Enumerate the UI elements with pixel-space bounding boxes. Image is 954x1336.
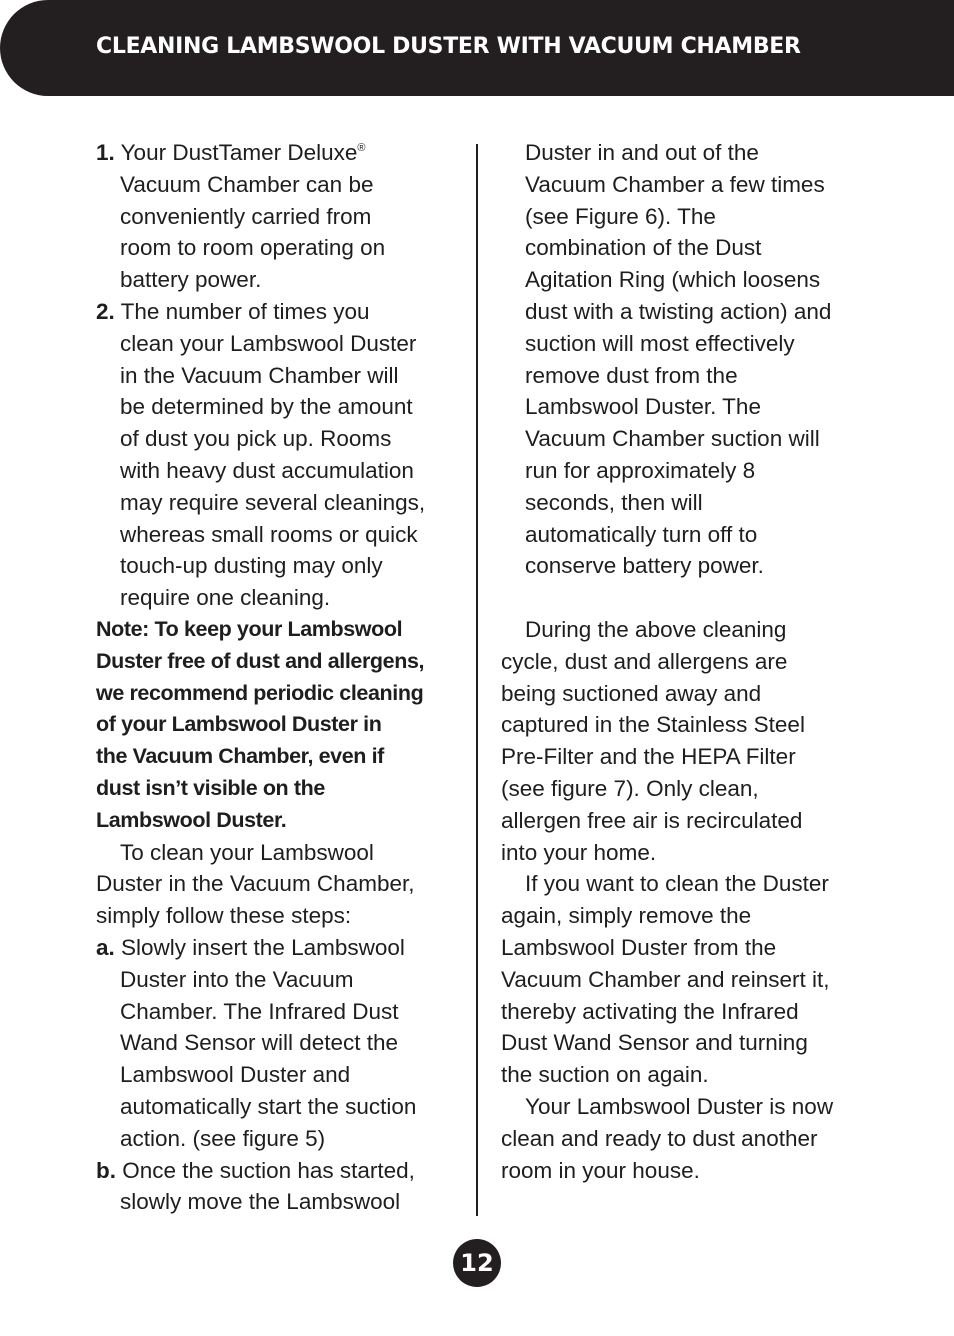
paragraph-gap	[501, 582, 863, 614]
text-line: thereby activating the Infrared	[501, 998, 799, 1024]
text-line: again, simply remove the	[501, 903, 752, 929]
text-line: clean your Lambswool Duster	[120, 330, 417, 356]
column-divider	[476, 144, 478, 1216]
text-line: touch-up dusting may only	[120, 553, 383, 579]
note-line: of your Lambswool Duster in	[96, 712, 382, 737]
text-line: cycle, dust and allergens are	[501, 648, 788, 674]
step-b	[96, 1155, 458, 1187]
text-line: conveniently carried from	[120, 203, 372, 229]
text-line: combination of the Dust	[525, 235, 762, 261]
numbered-item-1	[96, 137, 458, 169]
text-line: room in your house.	[501, 1157, 700, 1183]
registered-mark: ®	[357, 142, 366, 154]
text-line: conserve battery power.	[525, 553, 764, 579]
step-letter: b.	[96, 1157, 116, 1183]
text-line: dust with a twisting action) and	[525, 298, 832, 324]
text-line: automatically turn off to	[525, 521, 758, 547]
text-line: whereas small rooms or quick	[120, 521, 418, 547]
step-letter: a.	[96, 934, 115, 960]
text-line: If you want to clean the Duster	[525, 871, 829, 897]
text-line: (see figure 7). Only clean,	[501, 775, 759, 801]
page-number-badge: 12	[453, 1239, 501, 1287]
text-line: Wand Sensor will detect the	[120, 1030, 399, 1056]
text-line: room to room operating on	[120, 235, 386, 261]
note-line: the Vacuum Chamber, even if	[96, 744, 384, 769]
text-line: Dust Wand Sensor and turning	[501, 1030, 808, 1056]
note-line: dust isn’t visible on the	[96, 775, 325, 800]
text-line: in the Vacuum Chamber will	[120, 362, 399, 388]
text-line: of dust you pick up. Rooms	[120, 426, 392, 452]
note-line: we recommend periodic cleaning	[96, 680, 424, 705]
section-header-bar	[0, 0, 954, 96]
text-line: Agitation Ring (which loosens	[525, 267, 821, 293]
text-line: Chamber. The Infrared Dust	[120, 998, 399, 1024]
item-text: The number of times you	[114, 298, 370, 324]
right-column	[501, 137, 863, 1186]
text-line: Lambswool Duster. The	[525, 394, 761, 420]
note-block	[96, 614, 458, 837]
intro-line: To clean your Lambswool	[120, 839, 374, 865]
section-title: CLEANING LAMBSWOOL DUSTER WITH VACUUM CHAMBER	[96, 34, 801, 59]
text-line: captured in the Stainless Steel	[501, 712, 805, 738]
intro-line: Duster in the Vacuum Chamber,	[96, 871, 415, 897]
step-a	[96, 932, 458, 964]
text-line: Vacuum Chamber suction will	[525, 426, 820, 452]
text-line: the suction on again.	[501, 1062, 709, 1088]
text-line: require one cleaning.	[120, 585, 331, 611]
item-text: Your DustTamer Deluxe	[114, 140, 358, 165]
text-line: clean and ready to dust another	[501, 1125, 818, 1151]
item-number: 2.	[96, 298, 115, 324]
text-line: Your Lambswool Duster is now	[525, 1093, 834, 1119]
numbered-item-2	[96, 296, 458, 328]
text-line: automatically start the suction	[120, 1093, 417, 1119]
text-line: run for approximately 8	[525, 457, 756, 483]
text-line: During the above cleaning	[525, 616, 787, 642]
text-line: battery power.	[120, 267, 262, 293]
text-line: Lambswool Duster from the	[501, 934, 777, 960]
step-text: Slowly insert the Lambswool	[114, 934, 405, 960]
text-line: seconds, then will	[525, 489, 703, 515]
text-line: Duster in and out of the	[525, 140, 759, 165]
text-line: may require several cleanings,	[120, 489, 426, 515]
text-line: allergen free air is recirculated	[501, 807, 803, 833]
intro-line: simply follow these steps:	[96, 903, 352, 929]
text-line: Vacuum Chamber and reinsert it,	[501, 966, 830, 992]
step-text: Once the suction has started,	[116, 1157, 415, 1183]
text-line: be determined by the amount	[120, 394, 413, 420]
text-line: Pre-Filter and the HEPA Filter	[501, 744, 796, 770]
note-line: Note: To keep your Lambswool	[96, 616, 403, 641]
text-line: being suctioned away and	[501, 680, 762, 706]
text-line: with heavy dust accumulation	[120, 457, 414, 483]
item-number: 1.	[96, 140, 115, 165]
text-line: into your home.	[501, 839, 657, 865]
note-line: Duster free of dust and allergens,	[96, 648, 425, 673]
text-line: Vacuum Chamber can be	[120, 171, 374, 197]
text-line: (see Figure 6). The	[525, 203, 716, 229]
text-line: remove dust from the	[525, 362, 738, 388]
text-line: Lambswool Duster and	[120, 1062, 351, 1088]
text-line: action. (see figure 5)	[120, 1125, 326, 1151]
text-line: slowly move the Lambswool	[120, 1189, 401, 1215]
note-line: Lambswool Duster.	[96, 807, 287, 832]
left-column	[96, 137, 458, 1218]
text-line: suction will most effectively	[525, 330, 795, 356]
text-line: Duster into the Vacuum	[120, 966, 354, 992]
text-line: Vacuum Chamber a few times	[525, 171, 825, 197]
